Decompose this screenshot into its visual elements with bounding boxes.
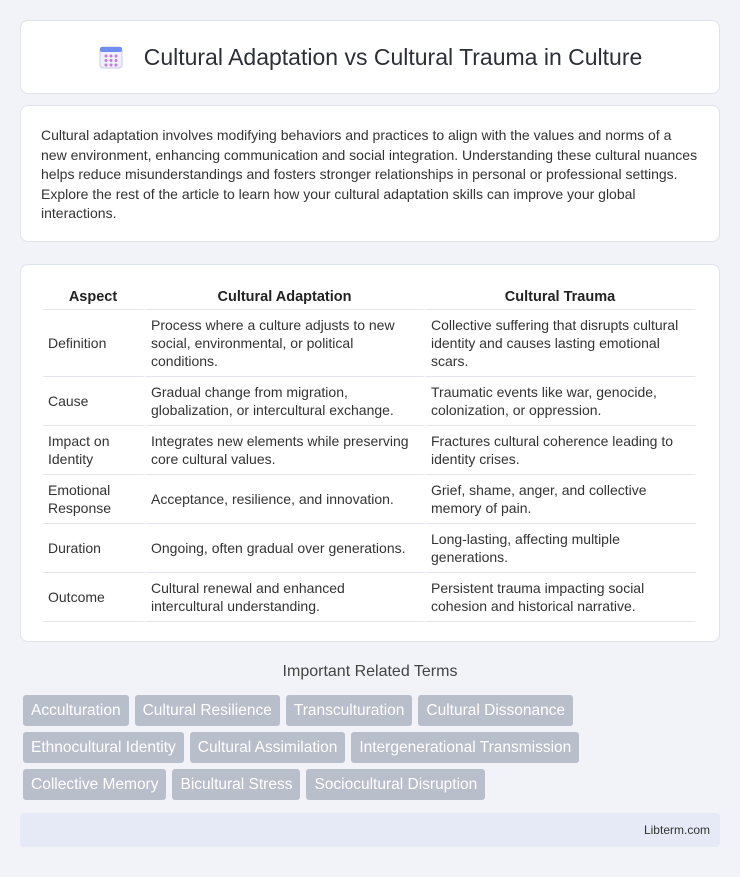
trauma-cell: Traumatic events like war, genocide, colonization, or oppression. bbox=[426, 377, 697, 426]
tag-row bbox=[23, 695, 723, 726]
tag-cultural-resilience[interactable]: Cultural Resilience bbox=[135, 695, 280, 726]
tag-cultural-assimilation[interactable]: Cultural Assimilation bbox=[190, 732, 346, 763]
table-row bbox=[43, 475, 697, 524]
table-row bbox=[43, 573, 697, 622]
related-terms-title: Important Related Terms bbox=[282, 663, 458, 680]
table-row bbox=[43, 524, 697, 573]
footer-site-link[interactable]: Libterm.com bbox=[643, 823, 710, 837]
page-title: Cultural Adaptation vs Cultural Trauma in Culture bbox=[143, 43, 643, 70]
header-cultural-adaptation: Cultural Adaptation bbox=[146, 285, 426, 310]
title-card bbox=[20, 20, 720, 94]
aspect-cell: Emotional Response bbox=[43, 475, 146, 524]
comparison-card bbox=[20, 264, 720, 642]
table-row bbox=[43, 426, 697, 475]
tag-intergenerational-transmission[interactable]: Intergenerational Transmission bbox=[351, 732, 579, 763]
trauma-cell: Long-lasting, affecting multiple generations. bbox=[426, 524, 697, 573]
aspect-cell: Definition bbox=[43, 310, 146, 377]
trauma-cell: Fractures cultural coherence leading to identity crises. bbox=[426, 426, 697, 475]
tag-transculturation[interactable]: Transculturation bbox=[286, 695, 413, 726]
intro-card bbox=[20, 105, 720, 242]
tag-row bbox=[23, 732, 723, 763]
adaptation-cell: Acceptance, resilience, and innovation. bbox=[146, 475, 426, 524]
aspect-cell: Duration bbox=[43, 524, 146, 573]
header-aspect: Aspect bbox=[43, 285, 146, 310]
tag-row bbox=[23, 769, 723, 800]
intro-text: Cultural adaptation involves modifying behaviors and practices to align with the values and norms of a new environment, enhancing communication and social integration. Understanding these cultural nuances helps reduce misunderstandings and fosters stronger relationships in personal or professional settings. Explore the rest of the article to learn how your cultural adaptation skills can improve your global interactions. bbox=[41, 127, 698, 221]
adaptation-cell: Ongoing, often gradual over generations. bbox=[146, 524, 426, 573]
tag-sociocultural-disruption[interactable]: Sociocultural Disruption bbox=[306, 769, 485, 800]
trauma-cell: Collective suffering that disrupts cultural identity and causes lasting emotional scars. bbox=[426, 310, 697, 377]
tag-ethnocultural-identity[interactable]: Ethnocultural Identity bbox=[23, 732, 184, 763]
aspect-cell: Outcome bbox=[43, 573, 146, 622]
tag-bicultural-stress[interactable]: Bicultural Stress bbox=[172, 769, 300, 800]
calendar-grid-icon bbox=[98, 44, 124, 70]
aspect-cell: Cause bbox=[43, 377, 146, 426]
adaptation-cell: Cultural renewal and enhanced intercultural understanding. bbox=[146, 573, 426, 622]
tag-collective-memory[interactable]: Collective Memory bbox=[23, 769, 166, 800]
adaptation-cell: Integrates new elements while preserving core cultural values. bbox=[146, 426, 426, 475]
adaptation-cell: Gradual change from migration, globalization, or intercultural exchange. bbox=[146, 377, 426, 426]
tag-acculturation[interactable]: Acculturation bbox=[23, 695, 129, 726]
adaptation-cell: Process where a culture adjusts to new social, environmental, or political conditions. bbox=[146, 310, 426, 377]
footer bbox=[20, 813, 720, 847]
trauma-cell: Grief, shame, anger, and collective memory of pain. bbox=[426, 475, 697, 524]
header-cultural-trauma: Cultural Trauma bbox=[426, 285, 697, 310]
trauma-cell: Persistent trauma impacting social cohesion and historical narrative. bbox=[426, 573, 697, 622]
table-row bbox=[43, 377, 697, 426]
comparison-table bbox=[43, 285, 697, 622]
tag-cultural-dissonance[interactable]: Cultural Dissonance bbox=[418, 695, 573, 726]
table-row bbox=[43, 310, 697, 377]
related-terms-list bbox=[23, 695, 723, 806]
aspect-cell: Impact on Identity bbox=[43, 426, 146, 475]
